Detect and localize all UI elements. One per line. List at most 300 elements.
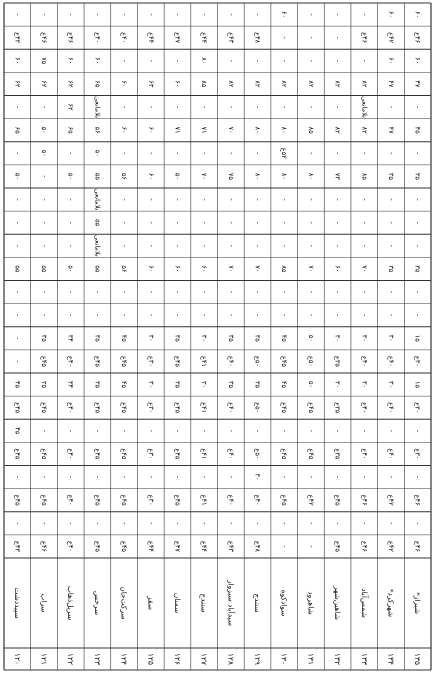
table-cell: - [226, 152, 235, 155]
table-cell: - [226, 13, 235, 16]
table-cell: ۴۵ [13, 427, 22, 435]
table-cell: - [200, 105, 209, 109]
table-cell: ۴۵ع [93, 540, 102, 552]
table-cell: ۳۵ [40, 334, 49, 342]
table-cell: - [333, 221, 342, 224]
table-cell: ۴۵ [413, 126, 422, 134]
table-cell: ۳۵ع [333, 355, 342, 367]
table-cell: ۴۵ع [306, 402, 315, 414]
table-cell: - [333, 429, 342, 433]
table-cell: ۴۵ع [173, 494, 182, 506]
table-cell: - [120, 152, 129, 155]
table-cell: ۴۵ع [120, 448, 129, 460]
table-cell: ۴۲ع [386, 494, 395, 506]
table-cell: ۵۵ [13, 265, 22, 273]
row-number: ۱۲۹ [253, 653, 263, 665]
table-cell: - [40, 221, 49, 224]
table-cell: - [280, 198, 289, 201]
table-cell: - [200, 13, 209, 16]
table-cell: - [173, 313, 182, 317]
table-cell: ۶۰ [120, 126, 129, 134]
table-cell: - [146, 152, 155, 155]
table-cell: ۷۱ [200, 126, 209, 134]
table-cell: - [66, 290, 75, 294]
table-cell: - [413, 244, 422, 248]
table-cell: - [146, 221, 155, 224]
table-cell: ۳۰ [146, 334, 155, 342]
table-cell: - [93, 522, 102, 525]
table-cell: ۴۵ [280, 381, 289, 389]
table-cell: - [146, 59, 155, 63]
table-cell: - [386, 198, 395, 201]
city-name: شمس‌آباد [359, 588, 369, 618]
table-cell: ۴۰ع [66, 448, 75, 460]
table-cell: ۵۰ [306, 381, 315, 389]
table-cell: - [226, 475, 235, 479]
table-cell: ۴۵ [120, 334, 129, 342]
table-cell: - [226, 313, 235, 317]
table-cell: ۴۱ع [200, 494, 209, 506]
table-cell: - [306, 313, 315, 317]
table-cell: ۴۵ع [93, 448, 102, 460]
table-cell: ۴۰ع [66, 494, 75, 506]
table-cell: - [333, 198, 342, 201]
row-number: ۱۲۴ [119, 653, 129, 665]
table-cell: - [146, 313, 155, 317]
city-name: شاهین‌شهر [333, 586, 343, 620]
table-cell: - [13, 290, 22, 294]
table-cell: ۴۵ع [280, 494, 289, 506]
table-cell: - [413, 290, 422, 294]
table-cell: ۸۲ [333, 126, 342, 134]
table-cell: ۴۰ع [386, 448, 395, 460]
table-cell: ۴۵ع [40, 355, 49, 367]
table-cell: ۵۵ [93, 265, 102, 273]
table-cell: ۳۰ [386, 334, 395, 342]
table-cell: ۳۰ [360, 334, 369, 342]
table-cell: ۴۵ع [306, 448, 315, 460]
table-cell: ۵۰ع [306, 355, 315, 367]
table-cell: - [40, 13, 49, 16]
table-cell: - [360, 429, 369, 433]
table-cell: ۴۲ع [306, 494, 315, 506]
table-cell: ۶۰ [120, 80, 129, 88]
table-cell: ۸۰ [253, 172, 262, 180]
table-cell: ۴۰ع [386, 402, 395, 414]
table-cell: - [333, 290, 342, 294]
table-cell: ۶۰ [386, 57, 395, 65]
table-cell: - [360, 221, 369, 224]
table-cell: ۴۰ع [226, 494, 235, 506]
table-cell: ۵۰ع [253, 402, 262, 414]
row-number: ۱۳۱ [306, 653, 316, 665]
table-cell: ۵۶ [93, 126, 102, 134]
table-cell: ۳۰ [146, 381, 155, 389]
table-cell: ۴۵ع [120, 402, 129, 414]
table-cell: ۳۴ [66, 381, 75, 389]
table-cell: ۴۶ع [40, 32, 49, 44]
table-cell: - [13, 337, 22, 340]
table-cell: - [173, 221, 182, 224]
table-cell: ۸۰ [200, 57, 209, 65]
table-cell: ۳۵ [413, 265, 422, 273]
table-cell: - [120, 244, 129, 248]
table-cell: ۴۵ع [120, 540, 129, 552]
table-cell: - [413, 198, 422, 201]
table-cell: ۴۴ع [146, 540, 155, 552]
table-cell: ۴۵ [280, 334, 289, 342]
table-cell: ۳۵ [386, 172, 395, 180]
table-cell: - [173, 429, 182, 433]
table-cell: - [120, 522, 129, 525]
table-cell: - [13, 13, 22, 16]
table-cell: - [386, 290, 395, 294]
table-cell: - [93, 475, 102, 479]
city-name: سنندج [199, 593, 209, 613]
table-cell: - [40, 522, 49, 525]
table-cell: - [333, 313, 342, 317]
table-cell: ۴۰ع [360, 448, 369, 460]
table-cell: ۳۰ [253, 473, 262, 481]
table-cell: - [253, 221, 262, 224]
table-cell: ۸۲ [360, 126, 369, 134]
table-cell: ۳۰ع [146, 355, 155, 367]
table-cell: - [13, 198, 22, 201]
row-number: ۱۲۲ [66, 653, 76, 665]
table-cell: ۶۳ [146, 80, 155, 88]
table-cell: - [413, 475, 422, 479]
table-cell: - [120, 105, 129, 109]
table-cell: - [13, 221, 22, 224]
table-cell: ۴۵ [120, 381, 129, 389]
table-cell: - [306, 545, 315, 548]
table-cell: ۸۵ [280, 265, 289, 273]
table-cell: ۴۵ع [13, 494, 22, 506]
table-cell: - [120, 290, 129, 294]
table-cell: - [120, 475, 129, 479]
table-cell: - [306, 198, 315, 201]
table-cell: - [280, 522, 289, 525]
table-cell: - [306, 221, 315, 224]
table-cell: ۶۰ [146, 265, 155, 273]
table-cell: ۵۰ [306, 334, 315, 342]
table-cell: - [66, 244, 75, 248]
table-cell: ۴۵ع [173, 355, 182, 367]
table-cell: - [413, 429, 422, 433]
table-cell: - [146, 475, 155, 479]
table-cell: - [333, 152, 342, 155]
table-cell: ۶۵ [93, 80, 102, 88]
city-name: سرخس [92, 590, 102, 616]
table-cell: - [40, 175, 49, 178]
city-name: شیراز* [413, 592, 423, 614]
table-cell: ۴۸ع [253, 540, 262, 552]
table-cell: ۶۰ [280, 11, 289, 19]
table-cell: - [333, 475, 342, 479]
table-cell: ۴۳ع [226, 540, 235, 552]
row-number: ۱۲۸ [226, 653, 236, 665]
table-cell: - [253, 429, 262, 433]
table-cell: ۴۳ع [13, 540, 22, 552]
table-cell: - [146, 429, 155, 433]
table-cell: ۸۰ [306, 172, 315, 180]
table-cell: - [253, 522, 262, 525]
table-cell: ۳۰ [333, 334, 342, 342]
table-cell: - [386, 244, 395, 248]
table-cell: ۸۵ [200, 80, 209, 88]
table-cell: ۴۰ع [93, 32, 102, 44]
table-cell: - [333, 105, 342, 109]
table-cell: ۴۵ع [280, 448, 289, 460]
table-cell: - [360, 152, 369, 155]
table-cell: ۶۰ [13, 57, 22, 65]
table-cell: - [120, 59, 129, 63]
table-cell: ۴۵ع [40, 494, 49, 506]
table-cell: ۴۴ع [200, 32, 209, 44]
table-cell: ۳۰ع [413, 355, 422, 367]
table-cell: ۴۴ع [200, 540, 209, 552]
table-cell: - [413, 105, 422, 109]
table-cell: ۸۰ [280, 126, 289, 134]
table-cell: ۴۶ع [66, 32, 75, 44]
table-cell: - [173, 105, 182, 109]
table-cell: - [413, 522, 422, 525]
city-name: سپیددشت [12, 587, 22, 619]
table-cell: - [120, 198, 129, 201]
table-cell: ۴۵ع [40, 448, 49, 460]
table-cell: ۷۰ [226, 265, 235, 273]
table-cell: - [200, 429, 209, 433]
table-cell: ۴۵ع [280, 402, 289, 414]
table-cell: ۴۵ع [93, 494, 102, 506]
table-cell: - [93, 13, 102, 16]
row-number: ۱۳۲ [333, 653, 343, 665]
table-cell: - [66, 221, 75, 224]
table-cell: ۴۵ع [13, 448, 22, 460]
table-cell: - [173, 244, 182, 248]
table-cell: ۸۰ [253, 126, 262, 134]
row-number: ۱۲۱ [39, 653, 49, 665]
table-cell: ۵۲ع [280, 147, 289, 159]
table-cell: - [173, 290, 182, 294]
table-cell: - [306, 105, 315, 109]
table-cell: ۴۰ع [226, 448, 235, 460]
table-cell: ۴۳ع [226, 32, 235, 44]
table-cell: ۴۶ع [360, 494, 369, 506]
table-cell: ۴۵ع [280, 355, 289, 367]
table-cell: ۵۰ [66, 172, 75, 180]
table-cell: ۴۵ع [333, 494, 342, 506]
table-cell: - [306, 244, 315, 248]
table-cell: ۴۰ع [66, 355, 75, 367]
table-cell: ۷۰ [200, 172, 209, 180]
table-cell: ۴۵ع [93, 355, 102, 367]
row-number: ۱۲۶ [172, 653, 182, 665]
table-cell: - [306, 59, 315, 63]
table-cell: ۳۵ [226, 381, 235, 389]
table-cell: - [200, 221, 209, 224]
table-cell: ۳۰ع [146, 448, 155, 460]
table-cell: ۴۶ع [40, 540, 49, 552]
table-cell: ۴۵ع [13, 402, 22, 414]
city-name: شاهرود [306, 591, 316, 615]
table-cell: ۵۰ع [253, 355, 262, 367]
table-cell: - [173, 13, 182, 16]
table-cell: - [173, 522, 182, 525]
table-cell: ۴۵ع [173, 448, 182, 460]
table-cell: ۸۲ [226, 80, 235, 88]
table-cell: - [93, 290, 102, 294]
table-cell: ۸۲ [253, 80, 262, 88]
table-cell: - [200, 198, 209, 201]
table-cell: - [280, 313, 289, 317]
table-cell: - [200, 244, 209, 248]
table-cell: ۴۷ [386, 126, 395, 134]
table-cell: ۳۵ [253, 381, 262, 389]
table-cell: ۳۵ع [333, 448, 342, 460]
table-cell: ۳۰ع [413, 448, 422, 460]
table-cell: - [120, 429, 129, 433]
city-name: شهرکرد* [386, 588, 396, 618]
table-cell: ۴۰ع [66, 402, 75, 414]
table-cell: بلامانعی [93, 234, 102, 257]
table-cell: ۶۲ [66, 80, 75, 88]
table-cell: - [40, 290, 49, 294]
table-cell: ۶۰ [173, 80, 182, 88]
table-cell: ۳۰ [200, 334, 209, 342]
table-cell: ۳۰ع [413, 402, 422, 414]
table-cell: - [226, 429, 235, 433]
city-name: سنندج [253, 593, 263, 613]
table-cell: ۱۵ [413, 334, 422, 342]
table-cell: - [13, 313, 22, 317]
table-cell: - [386, 522, 395, 525]
table-cell: - [253, 244, 262, 248]
table-cell: ۴۵ع [173, 402, 182, 414]
table-cell: - [280, 475, 289, 479]
table-cell: - [306, 13, 315, 16]
table-cell: - [306, 36, 315, 39]
table-cell: - [226, 221, 235, 224]
table-cell: - [13, 475, 22, 479]
table-cell: ۳۰ [386, 381, 395, 389]
table-cell: - [93, 429, 102, 433]
table-cell: ۵۶ [120, 172, 129, 180]
table-cell: ۳۵ [226, 334, 235, 342]
table-cell: ۴۵ع [40, 402, 49, 414]
row-number: ۱۳۵ [413, 653, 423, 665]
table-cell: ۶۰ [413, 57, 422, 65]
table-cell: ۴۰ع [120, 32, 129, 44]
city-name: سراب [39, 593, 49, 613]
table-cell: - [253, 152, 262, 155]
table-cell: - [13, 522, 22, 525]
table-cell: - [120, 13, 129, 16]
table-cell: - [386, 313, 395, 317]
table-cell: - [253, 290, 262, 294]
table-cell: ۴۰ع [360, 402, 369, 414]
table-cell: ۸۵ [360, 172, 369, 180]
table-cell: ۷۰ [253, 265, 262, 273]
table-cell: - [200, 475, 209, 479]
table-cell: - [66, 429, 75, 433]
table-cell: ۳۵ [253, 334, 262, 342]
table-cell: - [333, 522, 342, 525]
table-cell: - [120, 221, 129, 224]
table-cell: - [360, 313, 369, 317]
table-cell: ۵۰ [40, 149, 49, 157]
table-cell: ۴۵ع [120, 355, 129, 367]
table-cell: ۳۰ [200, 381, 209, 389]
table-cell: - [226, 290, 235, 294]
table-cell: - [13, 105, 22, 109]
table-cell: ۸۵ [306, 126, 315, 134]
table-cell: ۵۰ [66, 265, 75, 273]
table-cell: ۵۰ [40, 126, 49, 134]
city-name: سرپل‌ذهاب [66, 585, 76, 621]
table-cell: - [280, 59, 289, 63]
table-cell: ۴۷ع [173, 32, 182, 44]
table-cell: ۴۵ع [93, 402, 102, 414]
table-cell: ۳۰ع [146, 402, 155, 414]
table-cell: - [280, 429, 289, 433]
table-cell: ۳۵ [173, 334, 182, 342]
table-cell: ۳۴ [66, 334, 75, 342]
table-cell: ۳۵ [413, 172, 422, 180]
table-cell: ۶۰ [146, 172, 155, 180]
table-cell: - [413, 313, 422, 317]
table-cell: - [333, 244, 342, 248]
table-cell: - [253, 313, 262, 317]
table-cell: ۳۰ [360, 381, 369, 389]
table-cell: ۴۶ع [413, 540, 422, 552]
table-cell: ۴۶ع [413, 32, 422, 44]
city-name: سیدآباد سبزوار [226, 580, 236, 626]
table-cell: - [13, 152, 22, 155]
table-cell: ۵۶ [120, 265, 129, 273]
table-cell: ۳۵ [93, 381, 102, 389]
table-cell: - [360, 59, 369, 63]
row-number: ۱۲۷ [199, 653, 209, 665]
table-cell: ۴۰ع [66, 540, 75, 552]
table-cell: ۴۱ع [200, 402, 209, 414]
table-cell: ۷۰ [226, 126, 235, 134]
table-cell: ۴۴ع [146, 32, 155, 44]
table-cell: ۶۵ [66, 126, 75, 134]
table-cell: ۴۰ع [253, 494, 262, 506]
table-cell: - [306, 290, 315, 294]
table-cell: - [280, 290, 289, 294]
table-cell: - [306, 429, 315, 433]
table-cell: - [226, 59, 235, 63]
table-cell: - [306, 475, 315, 479]
table-cell: - [66, 475, 75, 479]
table-cell: ۶۰ [413, 11, 422, 19]
table-cell: - [200, 522, 209, 525]
row-number: ۱۲۳ [92, 653, 102, 665]
table-cell: بلامانعی [93, 188, 102, 211]
table-cell: - [306, 522, 315, 525]
table-cell: - [386, 475, 395, 479]
table-cell: ۳۰ع [146, 494, 155, 506]
table-cell: - [200, 313, 209, 317]
table-cell: - [40, 429, 49, 433]
table-cell: - [200, 152, 209, 155]
city-name: سمنان [172, 592, 182, 614]
row-number: ۱۳۰ [279, 653, 289, 665]
table-cell: - [226, 244, 235, 248]
table-cell: ۴۵ع [333, 540, 342, 552]
